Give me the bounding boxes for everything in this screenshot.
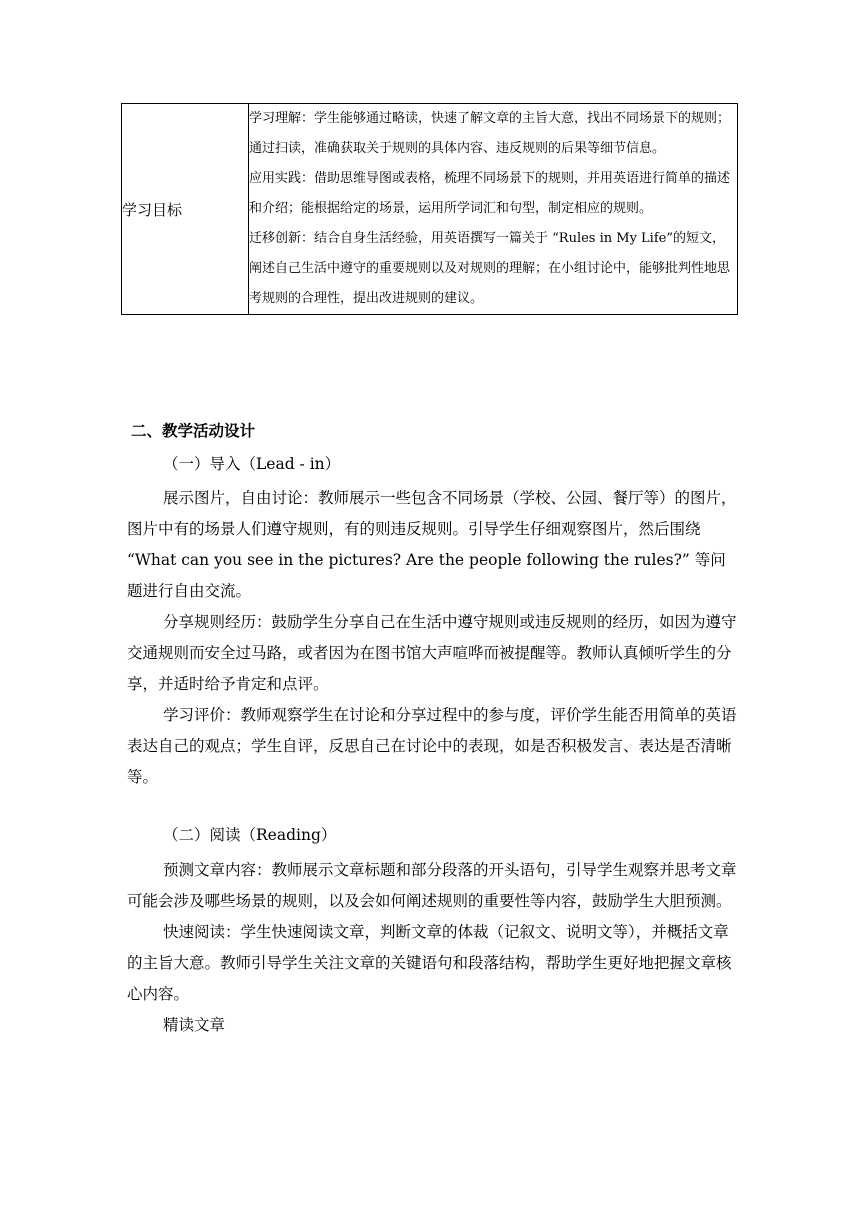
reading-paragraph: 预测文章内容：教师展示文章标题和部分段落的开头语句，引导学生观察并思考文章可能会涉及哪些场景的规则，以及会如何阐述规则的重要性等内容，鼓励学生大胆预测。 bbox=[127, 861, 737, 910]
reading-paragraph: 精读文章 bbox=[163, 1016, 226, 1034]
reading-body bbox=[127, 855, 739, 1041]
objectives-content bbox=[249, 104, 738, 315]
objective-innovation: 迁移创新：结合自身生活经验，用英语撰写一篇关于 “Rules in My Life”的短文，阐述自己生活中遵守的重要规则以及对规则的理解；在小组讨论中，能够批判性地思考规则的合理性，提出改进规则的建议。 bbox=[249, 231, 731, 306]
objectives-table bbox=[121, 103, 738, 315]
section-heading: 二、教学活动设计 bbox=[131, 421, 256, 440]
reading-title: （二）阅读（Reading） bbox=[163, 826, 337, 844]
leadin-paragraph: 学习评价：教师观察学生在讨论和分享过程中的参与度，评价学生能否用简单的英语表达自己的观点；学生自评，反思自己在讨论中的表现，如是否积极发言、表达是否清晰等。 bbox=[127, 706, 737, 786]
leadin-paragraph: 展示图片，自由讨论：教师展示一些包含不同场景（学校、公园、餐厅等）的图片，图片中有的场景人们遵守规则，有的则违反规则。引导学生仔细观察图片，然后围绕 “What can you see in the pictures? Are the people following the rules?” 等问题进行自由交流。 bbox=[127, 489, 737, 600]
leadin-body bbox=[127, 483, 739, 793]
leadin-title: （一）导入（Lead - in） bbox=[163, 455, 341, 473]
reading-paragraph: 快速阅读：学生快速阅读文章，判断文章的体裁（记叙文、说明文等），并概括文章的主旨大意。教师引导学生关注文章的关键语句和段落结构，帮助学生更好地把握文章核心内容。 bbox=[127, 923, 732, 1003]
objectives-row bbox=[122, 104, 738, 315]
objective-understanding: 学习理解：学生能够通过略读，快速了解文章的主旨大意，找出不同场景下的规则；通过扫读，准确获取关于规则的具体内容、违反规则的后果等细节信息。 bbox=[249, 111, 731, 156]
objective-application: 应用实践：借助思维导图或表格，梳理不同场景下的规则，并用英语进行简单的描述和介绍；能根据给定的场景，运用所学词汇和句型，制定相应的规则。 bbox=[249, 171, 731, 216]
leadin-paragraph: 分享规则经历：鼓励学生分享自己在生活中遵守规则或违反规则的经历，如因为遵守交通规则而安全过马路，或者因为在图书馆大声喧哗而被提醒等。教师认真倾听学生的分享，并适时给予肯定和点评。 bbox=[127, 613, 737, 693]
objectives-label: 学习目标 bbox=[122, 104, 249, 315]
